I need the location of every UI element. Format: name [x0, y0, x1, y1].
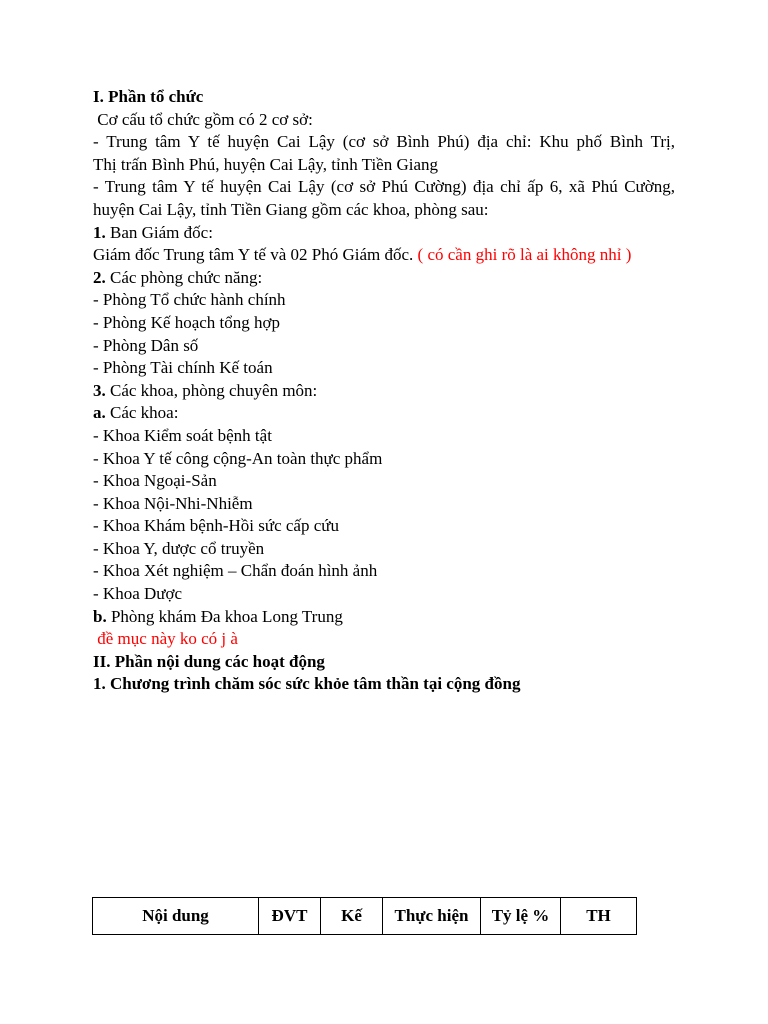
subsection-b-label: b.	[93, 606, 107, 626]
structure-intro: Cơ cấu tổ chức gồm có 2 cơ sở:	[93, 109, 313, 129]
list-item: - Khoa Nội-Nhi-Nhiễm	[93, 493, 253, 513]
list-item: - Phòng Dân số	[93, 335, 199, 355]
subsection-a-title: Các khoa:	[105, 403, 179, 423]
site-2-address-line-1: - Trung tâm Y tế huyện Cai Lậy (cơ sở Phú Cường) địa chỉ ấp 6, xã Phú Cường,	[93, 177, 675, 197]
departments-title: Các khoa, phòng chuyên môn:	[105, 380, 318, 400]
list-item: - Phòng Tổ chức hành chính	[93, 290, 286, 310]
board-description	[93, 244, 675, 267]
board-number: 1.	[93, 222, 106, 242]
subsection-a-heading	[93, 402, 675, 425]
section-1-heading: I. Phần tổ chức	[93, 87, 204, 106]
functional-title: Các phòng chức năng:	[105, 267, 263, 287]
table-header-cell: ĐVT	[259, 898, 321, 935]
list-item: - Phòng Tài chính Kế toán	[93, 358, 273, 378]
list-item: - Khoa Dược	[93, 584, 183, 604]
site-2-address-line-2: huyện Cai Lậy, tỉnh Tiền Giang gồm các khoa, phòng sau:	[93, 199, 489, 219]
site-1-address-line-2: Thị trấn Bình Phú, huyện Cai Lậy, tỉnh Tiền Giang	[93, 154, 439, 174]
board-text: Giám đốc Trung tâm Y tế và 02 Phó Giám đốc.	[93, 245, 418, 265]
table-header-cell: Thực hiện	[383, 898, 481, 935]
board-review-comment: ( có cần ghi rõ là ai không nhỉ )	[417, 245, 632, 265]
list-item: - Khoa Xét nghiệm – Chẩn đoán hình ảnh	[93, 561, 378, 581]
table-header-cell: Nội dung	[93, 898, 259, 935]
subsection-b-title: Phòng khám Đa khoa Long Trung	[106, 606, 343, 626]
functional-heading	[93, 267, 675, 290]
table-header-cell: Kế	[321, 898, 383, 935]
section-2-subheading: 1. Chương trình chăm sóc sức khỏe tâm thần tại cộng đồng	[93, 674, 521, 694]
list-item: - Khoa Y tế công cộng-An toàn thực phẩm	[93, 448, 383, 468]
section-2-heading: II. Phần nội dung các hoạt động	[93, 651, 325, 671]
board-title: Ban Giám đốc:	[105, 222, 213, 242]
list-item: - Khoa Khám bệnh-Hồi sức cấp cứu	[93, 516, 339, 536]
table-header-row	[93, 898, 637, 935]
list-item: - Khoa Ngoại-Sản	[93, 471, 217, 491]
list-item: - Khoa Y, dược cổ truyền	[93, 538, 265, 558]
activity-summary-table	[92, 897, 637, 935]
subsection-a-label: a.	[93, 403, 106, 423]
list-item: - Khoa Kiểm soát bệnh tật	[93, 425, 272, 445]
subsection-b-review-comment: đề mục này ko có j à	[93, 629, 238, 649]
site-1-address-line-1: - Trung tâm Y tế huyện Cai Lậy (cơ sở Bình Phú) địa chỉ: Khu phố Bình Trị,	[93, 132, 675, 152]
document-body	[93, 86, 675, 696]
table-header-cell: Tỷ lệ %	[481, 898, 561, 935]
list-item: - Phòng Kế hoạch tổng hợp	[93, 312, 280, 332]
departments-number: 3.	[93, 380, 106, 400]
subsection-b-heading	[93, 606, 675, 629]
departments-heading	[93, 380, 675, 403]
table-header-cell: TH	[561, 898, 637, 935]
functional-number: 2.	[93, 267, 106, 287]
board-heading	[93, 222, 675, 245]
